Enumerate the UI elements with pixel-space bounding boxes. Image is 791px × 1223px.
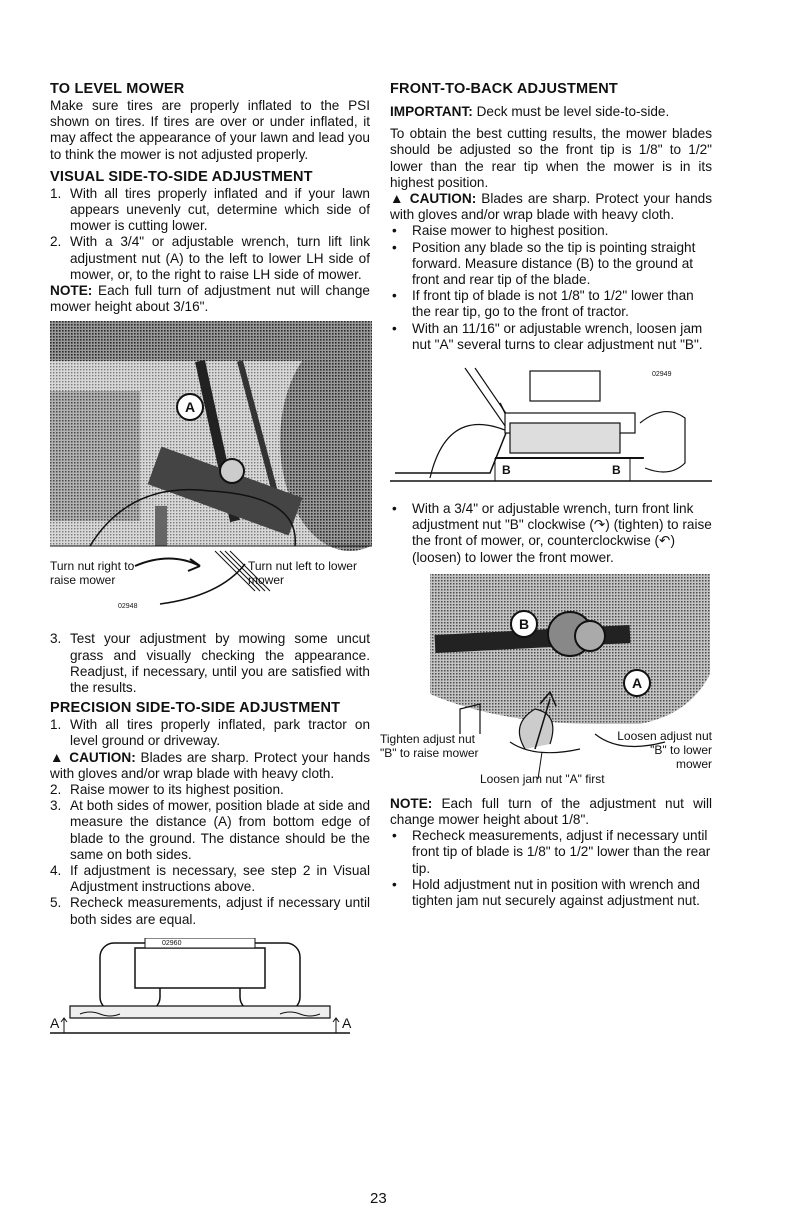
front-back-intro: To obtain the best cutting results, the mower blades should be adjusted so the front tip is 1/8" to 1/2" lower than the rear tip when the mower is in its highest position. xyxy=(390,126,712,190)
visual-note: NOTE: Each full turn of adjustment nut will change mower height about 3/16". xyxy=(50,283,370,315)
distance-b-rear: B xyxy=(612,463,621,478)
bullet-item: • With a 3/4" or adjustable wrench, turn front link adjustment nut "B" clockwise (↷) (tighten) to raise the front of mower, or, counterclockwise (↶) (loosen) to lower the front mower. xyxy=(392,501,712,565)
figure-code: 02948 xyxy=(118,603,138,611)
bullet-item: • Raise mower to highest position. xyxy=(392,223,609,239)
turn-right-label: Turn nut right to raise mower xyxy=(50,559,135,588)
blade-measure-diagram xyxy=(390,363,712,493)
precision-caution: ▲ CAUTION: Blades are sharp. Protect your hands with gloves and/or wrap blade with heavy cloth. xyxy=(50,749,370,781)
turn-left-label: Turn nut left to lower mower xyxy=(248,559,357,588)
tighten-label: Tighten adjust nut "B" to raise mower xyxy=(380,731,479,760)
warning-icon: ▲ xyxy=(50,749,65,765)
bullet-item: • Hold adjustment nut in position with wrench and tighten jam nut securely against adjustment nut. xyxy=(392,876,700,909)
precision-step-1: 1. With all tires properly inflated, park tractor on level ground or driveway. xyxy=(50,717,370,749)
blade-measure-figure xyxy=(390,363,712,493)
deck-level-diagram xyxy=(50,938,350,1038)
level-text: Make sure tires are properly inflated to the PSI shown on tires. If tires are over or under inflated, it may affect the appearance of your lawn and lead you to think the mower is not adjusted properly. xyxy=(50,98,370,162)
label-b-callout: B xyxy=(510,610,538,638)
precision-heading: PRECISION SIDE-TO-SIDE ADJUSTMENT xyxy=(50,700,341,717)
front-link-figure xyxy=(380,574,712,786)
front-back-caution: ▲ CAUTION: Blades are sharp. Protect your hands with gloves and/or wrap blade with heavy cloth. xyxy=(390,191,712,223)
jam-nut-label: Loosen jam nut "A" first xyxy=(480,771,605,786)
label-a-callout: A xyxy=(623,669,651,697)
level-heading: TO LEVEL MOWER xyxy=(50,81,185,97)
left-column xyxy=(50,80,370,1038)
important-note: IMPORTANT: Deck must be level side-to-side. xyxy=(390,104,670,119)
loosen-label: Loosen adjust nut "B" to lower mower xyxy=(617,728,712,771)
bullet-item: • If front tip of blade is not 1/8" to 1/2" lower than the rear tip, go to the front of tractor. xyxy=(392,288,694,320)
bullet-item: • Recheck measurements, adjust if necessary until front tip of blade is 1/8" to 1/2" lower than the rear tip. xyxy=(392,828,711,876)
figure-code-2: 02960 xyxy=(162,939,182,947)
page-number: 23 xyxy=(370,1190,387,1207)
bullet-item: • Position any blade so the tip is pointing straight forward. Measure distance (B) to the ground at front and rear tip of the blade. xyxy=(392,239,696,288)
warning-icon: ▲ xyxy=(390,191,405,207)
precision-step-2: 2. Raise mower to its highest position. xyxy=(50,782,284,798)
visual-heading: VISUAL SIDE-TO-SIDE ADJUSTMENT xyxy=(50,168,313,185)
distance-a-right: A xyxy=(342,1014,352,1031)
front-back-note: NOTE: Each full turn of the adjustment nut will change mower height about 1/8". xyxy=(390,795,713,828)
right-column xyxy=(380,80,713,909)
lift-link-figure xyxy=(50,321,370,633)
visual-step-2: 2. With a 3/4" or adjustable wrench, turn lift link adjustment nut (A) to the left to lower LH side of mower, or, to the right to raise LH side of mower. xyxy=(50,234,370,282)
precision-step-3: 3. At both sides of mower, position blade at side and measure the distance (A) from bottom edge of blade to the ground. The distance should be the same on both sides. xyxy=(50,798,370,862)
precision-step-5: 5. Recheck measurements, adjust if necessary until both sides are equal. xyxy=(50,895,370,927)
deck-level-figure xyxy=(50,938,370,1038)
figure-code-3: 02949 xyxy=(652,371,672,379)
bullet-item: • With an 11/16" or adjustable wrench, loosen jam nut "A" several turns to clear adjustment nut "B". xyxy=(392,320,703,352)
distance-a-left: A xyxy=(50,1014,60,1031)
front-back-heading: FRONT-TO-BACK ADJUSTMENT xyxy=(390,81,618,97)
precision-step-4: 4. If adjustment is necessary, see step 2 in Visual Adjustment instructions above. xyxy=(50,863,370,895)
visual-step-1: 1. With all tires properly inflated and if your lawn appears unevenly cut, determine which side of mower is cutting lower. xyxy=(50,185,370,234)
visual-step-3: 3. Test your adjustment by mowing some uncut grass and visually checking the appearance. Readjust, if necessary, until you are satisfied with the results. xyxy=(50,631,370,696)
distance-b-front: B xyxy=(502,463,511,478)
label-a-callout: A xyxy=(176,393,204,421)
